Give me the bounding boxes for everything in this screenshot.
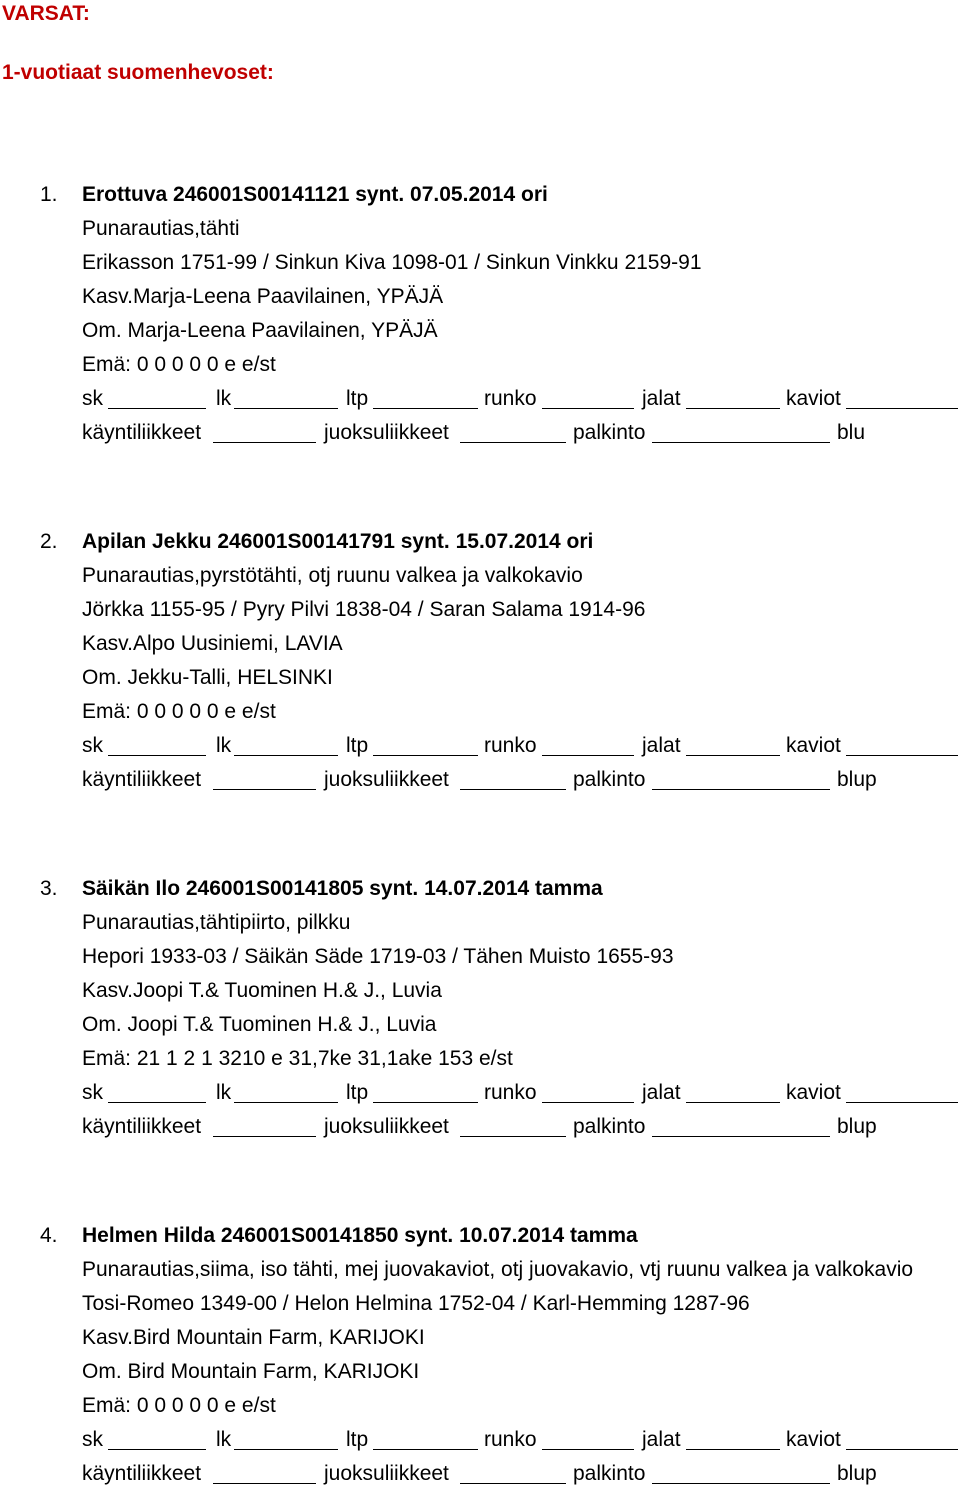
horse-owner: Om. Joopi T.& Tuominen H.& J., Luvia <box>82 1013 437 1036</box>
entry-number: 2. <box>40 530 58 553</box>
score-label: ltp <box>346 1081 369 1104</box>
score-label: jalat <box>642 387 681 410</box>
horse-pedigree: Jörkka 1155-95 / Pyry Pilvi 1838-04 / Saran Salama 1914-96 <box>82 598 646 621</box>
score-label: jalat <box>642 1081 681 1104</box>
score-blank[interactable] <box>234 755 338 756</box>
score-blank[interactable] <box>686 755 780 756</box>
horse-breeder: Kasv.Bird Mountain Farm, KARIJOKI <box>82 1326 425 1349</box>
horse-owner: Om. Bird Mountain Farm, KARIJOKI <box>82 1360 420 1383</box>
score-label: sk <box>82 1081 103 1104</box>
horse-pedigree: Hepori 1933-03 / Säikän Säde 1719-03 / Tähen Muisto 1655-93 <box>82 945 674 968</box>
horse-color: Punarautias,tähti <box>82 217 240 240</box>
score-label: käyntiliikkeet <box>82 1462 202 1485</box>
score-label: kaviot <box>786 1428 841 1451</box>
score-blank[interactable] <box>213 1136 316 1137</box>
page-heading: VARSAT: <box>2 2 90 25</box>
score-blank[interactable] <box>373 1102 478 1103</box>
score-blank[interactable] <box>846 1449 958 1450</box>
score-blank[interactable] <box>373 755 478 756</box>
score-label: ltp <box>346 1428 369 1451</box>
score-label: runko <box>484 734 537 757</box>
score-blank[interactable] <box>652 789 830 790</box>
score-blank[interactable] <box>373 408 478 409</box>
score-blank[interactable] <box>542 755 634 756</box>
score-blank[interactable] <box>542 408 634 409</box>
horse-title: Erottuva 246001S00141121 synt. 07.05.2014 ori <box>82 183 548 206</box>
score-blank[interactable] <box>213 789 316 790</box>
score-blank[interactable] <box>846 408 958 409</box>
score-label: juoksuliikkeet <box>324 1115 449 1138</box>
score-blank[interactable] <box>542 1102 634 1103</box>
score-blank[interactable] <box>234 1102 338 1103</box>
score-blank[interactable] <box>213 442 316 443</box>
score-blank[interactable] <box>686 408 780 409</box>
score-blank[interactable] <box>213 1483 316 1484</box>
score-label: palkinto <box>573 1462 646 1485</box>
entry-number: 1. <box>40 183 58 206</box>
horse-owner: Om. Jekku-Talli, HELSINKI <box>82 666 333 689</box>
score-label: lk <box>216 387 232 410</box>
score-label: palkinto <box>573 421 646 444</box>
entry-number: 3. <box>40 877 58 900</box>
horse-breeder: Kasv.Joopi T.& Tuominen H.& J., Luvia <box>82 979 442 1002</box>
score-label: kaviot <box>786 734 841 757</box>
horse-pedigree: Erikasson 1751-99 / Sinkun Kiva 1098-01 / Sinkun Vinkku 2159-91 <box>82 251 702 274</box>
score-label: sk <box>82 734 103 757</box>
score-blank[interactable] <box>460 1136 566 1137</box>
score-label: lk <box>216 1428 232 1451</box>
blup-label: blup <box>837 1115 877 1138</box>
score-blank[interactable] <box>460 442 566 443</box>
score-label: runko <box>484 387 537 410</box>
horse-breeder: Kasv.Marja-Leena Paavilainen, YPÄJÄ <box>82 285 444 308</box>
score-label: jalat <box>642 734 681 757</box>
score-blank[interactable] <box>108 1449 206 1450</box>
score-label: palkinto <box>573 1115 646 1138</box>
horse-title: Helmen Hilda 246001S00141850 synt. 10.07.2014 tamma <box>82 1224 638 1247</box>
score-blank[interactable] <box>108 408 206 409</box>
score-blank[interactable] <box>234 1449 338 1450</box>
score-blank[interactable] <box>652 1136 830 1137</box>
blup-label: blup <box>837 1462 877 1485</box>
blup-label: blu <box>837 421 866 444</box>
score-label: ltp <box>346 387 369 410</box>
horse-dam: Emä: 0 0 0 0 0 e e/st <box>82 1394 276 1417</box>
score-label: käyntiliikkeet <box>82 421 202 444</box>
score-label: käyntiliikkeet <box>82 768 202 791</box>
score-blank[interactable] <box>686 1102 780 1103</box>
score-blank[interactable] <box>846 755 958 756</box>
horse-breeder: Kasv.Alpo Uusiniemi, LAVIA <box>82 632 343 655</box>
score-label: kaviot <box>786 1081 841 1104</box>
score-blank[interactable] <box>108 755 206 756</box>
horse-dam: Emä: 0 0 0 0 0 e e/st <box>82 353 276 376</box>
score-label: juoksuliikkeet <box>324 1462 449 1485</box>
score-blank[interactable] <box>652 442 830 443</box>
score-label: jalat <box>642 1428 681 1451</box>
score-blank[interactable] <box>234 408 338 409</box>
horse-owner: Om. Marja-Leena Paavilainen, YPÄJÄ <box>82 319 438 342</box>
horse-color: Punarautias,pyrstötähti, otj ruunu valkea ja valkokavio <box>82 564 583 587</box>
horse-title: Apilan Jekku 246001S00141791 synt. 15.07.2014 ori <box>82 530 594 553</box>
score-label: lk <box>216 734 232 757</box>
horse-dam: Emä: 0 0 0 0 0 e e/st <box>82 700 276 723</box>
score-label: juoksuliikkeet <box>324 768 449 791</box>
horse-pedigree: Tosi-Romeo 1349-00 / Helon Helmina 1752-04 / Karl-Hemming 1287-96 <box>82 1292 750 1315</box>
score-label: sk <box>82 387 103 410</box>
horse-color: Punarautias,tähtipiirto, pilkku <box>82 911 351 934</box>
score-blank[interactable] <box>108 1102 206 1103</box>
entry-number: 4. <box>40 1224 58 1247</box>
score-blank[interactable] <box>373 1449 478 1450</box>
score-label: käyntiliikkeet <box>82 1115 202 1138</box>
score-label: palkinto <box>573 768 646 791</box>
score-blank[interactable] <box>460 789 566 790</box>
score-blank[interactable] <box>460 1483 566 1484</box>
score-blank[interactable] <box>846 1102 958 1103</box>
horse-title: Säikän Ilo 246001S00141805 synt. 14.07.2014 tamma <box>82 877 603 900</box>
score-label: runko <box>484 1081 537 1104</box>
score-label: lk <box>216 1081 232 1104</box>
horse-color: Punarautias,siima, iso tähti, mej juovakaviot, otj juovakavio, vtj ruunu valkea ja valkokavio <box>82 1258 914 1281</box>
score-label: runko <box>484 1428 537 1451</box>
score-blank[interactable] <box>652 1483 830 1484</box>
blup-label: blup <box>837 768 877 791</box>
score-label: kaviot <box>786 387 841 410</box>
score-label: juoksuliikkeet <box>324 421 449 444</box>
score-label: ltp <box>346 734 369 757</box>
section-heading: 1-vuotiaat suomenhevoset: <box>2 61 274 84</box>
score-blank[interactable] <box>686 1449 780 1450</box>
score-blank[interactable] <box>542 1449 634 1450</box>
horse-dam: Emä: 21 1 2 1 3210 e 31,7ke 31,1ake 153 e/st <box>82 1047 513 1070</box>
score-label: sk <box>82 1428 103 1451</box>
